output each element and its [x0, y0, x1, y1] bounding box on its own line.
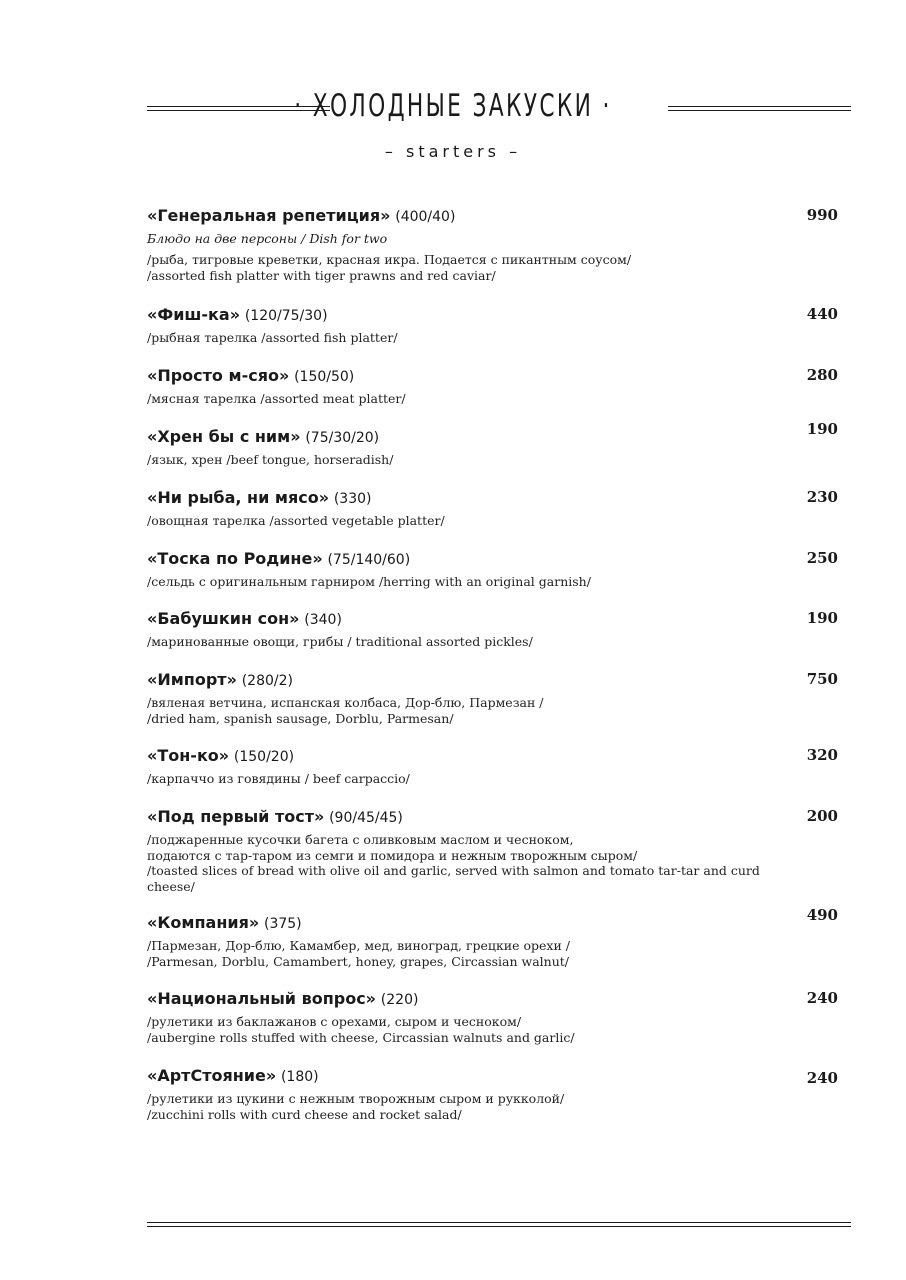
item-weight: (120/75/30): [244, 308, 328, 324]
description-line: /вяленая ветчина, испанская колбаса, Дор-блю, Пармезан /: [147, 695, 544, 710]
item-price: 190: [806, 609, 838, 627]
item-title-line: [147, 305, 847, 326]
item-title-line: [147, 989, 847, 1010]
item-description: [147, 330, 847, 346]
item-description: [147, 771, 847, 787]
item-weight: (75/140/60): [327, 552, 411, 568]
item-price: 200: [806, 807, 838, 825]
item-price: 990: [806, 206, 838, 224]
description-line: /рулетики из баклажанов с орехами, сыром и чесноком/: [147, 1014, 522, 1029]
menu-item: [147, 206, 847, 283]
item-weight: (400/40): [395, 209, 456, 225]
section-title: · ХОЛОДНЫЕ ЗАКУСКИ ·: [294, 88, 612, 124]
description-line: /Parmesan, Dorblu, Camambert, honey, grapes, Circassian walnut/: [147, 953, 569, 969]
item-name: «АртСтояние»: [147, 1066, 277, 1085]
item-description: [147, 391, 847, 407]
item-title-line: [147, 746, 847, 767]
item-title-line: [147, 670, 847, 691]
item-title-line: [147, 366, 847, 387]
description-line: /zucchini rolls with curd cheese and rocket salad/: [147, 1106, 462, 1122]
item-title-line: [147, 1066, 847, 1087]
menu-item: [147, 366, 847, 407]
menu-item: [147, 1066, 847, 1122]
item-title-line: [147, 807, 847, 828]
menu-item: [147, 807, 847, 894]
menu-item: [147, 305, 847, 346]
item-description: [147, 832, 847, 894]
item-weight: (340): [304, 612, 342, 628]
item-weight: (180): [280, 1069, 319, 1085]
item-weight: (220): [380, 992, 419, 1008]
item-description: [147, 452, 847, 468]
description-line: подаются с тар-таром из семги и помидора и нежным творожным сыром/: [147, 847, 638, 863]
description-line: /assorted fish platter with tiger prawns and red caviar/: [147, 267, 496, 283]
menu-item: [147, 670, 847, 726]
item-price: 750: [806, 670, 838, 688]
item-weight: (90/45/45): [329, 810, 403, 826]
description-line: cheese/: [147, 878, 195, 894]
item-title-line: [147, 206, 847, 227]
description-line: /aubergine rolls stuffed with cheese, Circassian walnuts and garlic/: [147, 1029, 575, 1045]
description-line: /овощная тарелка /assorted vegetable platter/: [147, 513, 445, 528]
description-line: /поджаренные кусочки багета с оливковым маслом и чесноком,: [147, 832, 574, 847]
item-name: «Тон-ко»: [147, 746, 230, 765]
item-weight: (375): [264, 916, 302, 932]
item-name: «Генеральная репетиция»: [147, 206, 391, 225]
item-title-line: [147, 549, 847, 570]
item-name: «Хрен бы с ним»: [147, 427, 301, 446]
item-name: «Тоска по Родине»: [147, 549, 323, 568]
item-description: [147, 1091, 847, 1122]
item-description: [147, 1014, 847, 1045]
description-line: /язык, хрен /beef tongue, horseradish/: [147, 452, 394, 467]
menu-item: [147, 488, 847, 529]
item-description: [147, 252, 847, 283]
item-price: 240: [806, 1069, 838, 1087]
section-subtitle: – starters –: [384, 142, 522, 161]
item-price: 250: [806, 549, 838, 567]
item-note: Блюдо на две персоны / Dish for two: [147, 231, 388, 246]
item-name: «Импорт»: [147, 670, 237, 689]
footer-rule: [147, 1222, 851, 1227]
description-line: /dried ham, spanish sausage, Dorblu, Parmesan/: [147, 710, 454, 726]
item-weight: (280/2): [241, 673, 293, 689]
item-weight: (330): [333, 491, 372, 507]
item-price: 230: [806, 488, 838, 506]
menu-item: [147, 549, 847, 590]
description-line: /Пармезан, Дор-блю, Камамбер, мед, виноград, грецкие орехи /: [147, 938, 570, 953]
description-line: /маринованные овощи, грибы / traditional assorted pickles/: [147, 634, 533, 649]
menu-item: [147, 989, 847, 1045]
item-description: [147, 574, 847, 590]
item-description: [147, 695, 847, 726]
item-title-line: [147, 488, 847, 509]
description-line: /рулетики из цукини с нежным творожным сыром и рукколой/: [147, 1091, 565, 1106]
item-price: 240: [806, 989, 838, 1007]
item-title-line: [147, 427, 847, 448]
item-weight: (150/50): [294, 369, 355, 385]
menu-item: [147, 609, 847, 650]
item-name: «Национальный вопрос»: [147, 989, 377, 1008]
item-name: «Компания»: [147, 913, 260, 932]
description-line: /сельдь с оригинальным гарниром /herring with an original garnish/: [147, 574, 591, 589]
item-price: 280: [806, 366, 838, 384]
item-weight: (150/20): [233, 749, 295, 765]
item-price: 320: [806, 746, 838, 764]
item-description: [147, 938, 847, 969]
item-weight: (75/30/20): [305, 430, 380, 446]
description-line: /рыба, тигровые креветки, красная икра. Подается с пикантным соусом/: [147, 252, 632, 267]
description-line: /toasted slices of bread with olive oil and garlic, served with salmon and tomato tar-tar and curd: [147, 863, 760, 878]
item-name: «Бабушкин сон»: [147, 609, 300, 628]
description-line: /мясная тарелка /assorted meat platter/: [147, 391, 406, 406]
item-name: «Фиш-ка»: [147, 305, 241, 324]
item-price: 490: [806, 906, 838, 924]
item-price: 190: [806, 420, 838, 438]
item-name: «Ни рыба, ни мясо»: [147, 488, 330, 507]
menu-item: [147, 746, 847, 787]
menu-item: [147, 427, 847, 468]
item-title-line: [147, 609, 847, 630]
item-name: «Просто м-сяо»: [147, 366, 290, 385]
description-line: /рыбная тарелка /assorted fish platter/: [147, 330, 398, 345]
item-title-line: [147, 913, 847, 934]
menu-item: [147, 913, 847, 969]
item-name: «Под первый тост»: [147, 807, 325, 826]
description-line: /карпаччо из говядины / beef carpaccio/: [147, 771, 410, 786]
item-description: [147, 634, 847, 650]
item-price: 440: [806, 305, 838, 323]
item-description: [147, 513, 847, 529]
